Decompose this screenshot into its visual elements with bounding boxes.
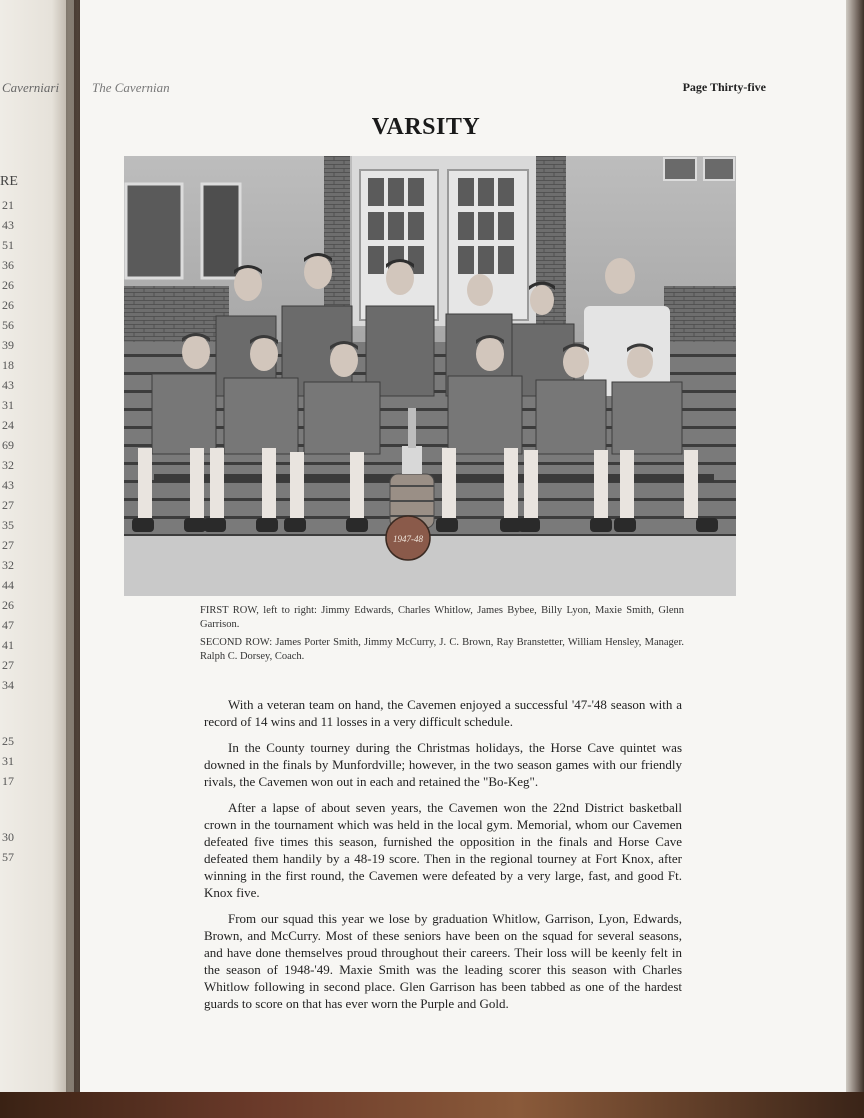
paragraph-season-summary: With a veteran team on hand, the Cavemen enjoyed a successful '47-'48 season with a record of 14 wins and 11 losses in a very difficult schedule. [204,697,682,729]
previous-page [0,0,74,1092]
previous-page-score: 26 [2,598,14,612]
caption-first-row: FIRST ROW, left to right: Jimmy Edwards, Charles Whitlow, James Bybee, Billy Lyon, Maxie Smith, Glenn Garrison. [200,605,684,630]
previous-page-score: 69 [2,438,14,452]
page-title: VARSITY [371,114,481,140]
previous-page-score: 30 [2,830,14,844]
previous-page-score: 43 [2,378,14,392]
previous-page-score: 43 [2,478,14,492]
page-number-label: Page Thirty-five [682,80,766,94]
paragraph-county-tourney: In the County tourney during the Christmas holidays, the Horse Cave quintet was downed in the finals by Munfordville; however, in the two season games with our friendly rivals, the Cavemen won out in each and retained the "Bo-Keg". [204,740,682,789]
paragraph-district-crown: After a lapse of about seven years, the Cavemen won the 22nd District basketball crown in the tournament which was held in the local gym. Memorial, whom our Cavemen defeated five times this season, furnished the opposition in the finals and Horse Cave defeated them handily by a 48-19 score. Then in the regional tourney at Fort Knox, after winning in the first round, the Cavemen were defeated by a very large, fast, and good Ft. Knox five. [204,800,682,900]
previous-page-score: 26 [2,298,14,312]
previous-page-score: 31 [2,398,14,412]
previous-page-score: 27 [2,498,14,512]
previous-page-header: Caverniari [2,80,60,95]
paragraph-graduating-seniors: From our squad this year we lose by graduation Whitlow, Garrison, Lyon, Edwards, Brown, and McCurry. Most of these seniors have been on the squad for several seasons, and have done themselves proud throughout their careers. Their loss will be keenly felt in the season of 1948-'49. Maxie Smith was the leading scorer this season with Charles Whitlow following in second place. Glen Garrison has been tabbed as one of the hardest guards to score on that has ever worn the Purple and Gold. [204,911,682,1011]
previous-page-score: 56 [2,318,14,332]
previous-page-score: 31 [2,754,14,768]
basketball-date-label: 1947-48 [393,534,423,544]
previous-page-score: 32 [2,558,14,572]
previous-page-score: 21 [2,198,14,212]
previous-page-score: 36 [2,258,14,272]
previous-page-score: 47 [2,618,14,632]
previous-page-score: 51 [2,238,14,252]
previous-page-score: 44 [2,578,14,592]
previous-page-score: 24 [2,418,14,432]
previous-page-score: 27 [2,538,14,552]
previous-page-score: 57 [2,850,14,864]
previous-page-score: 26 [2,278,14,292]
yearbook-page [80,0,846,1092]
previous-page-score: 17 [2,774,14,788]
previous-page-score: 43 [2,218,14,232]
previous-page-score: 32 [2,458,14,472]
article-body [204,696,682,1021]
previous-page-score: 35 [2,518,14,532]
previous-page-column-title: RE [0,174,18,189]
page-edge-shadow [846,0,864,1118]
running-title: The Cavernian [92,80,170,95]
team-photo-image [124,156,736,596]
previous-page-score: 39 [2,338,14,352]
previous-page-score: 25 [2,734,14,748]
previous-page-score: 27 [2,658,14,672]
previous-page-score: 41 [2,638,14,652]
caption-second-row: SECOND ROW: James Porter Smith, Jimmy McCurry, J. C. Brown, Ray Branstetter, William Hensley, Manager. Ralph C. Dorsey, Coach. [200,637,684,662]
previous-page-score: 34 [2,678,14,692]
previous-page-score-column [0,0,74,1092]
book-bottom-edge [0,1092,864,1118]
team-photograph [124,156,736,596]
previous-page-score: 18 [2,358,14,372]
